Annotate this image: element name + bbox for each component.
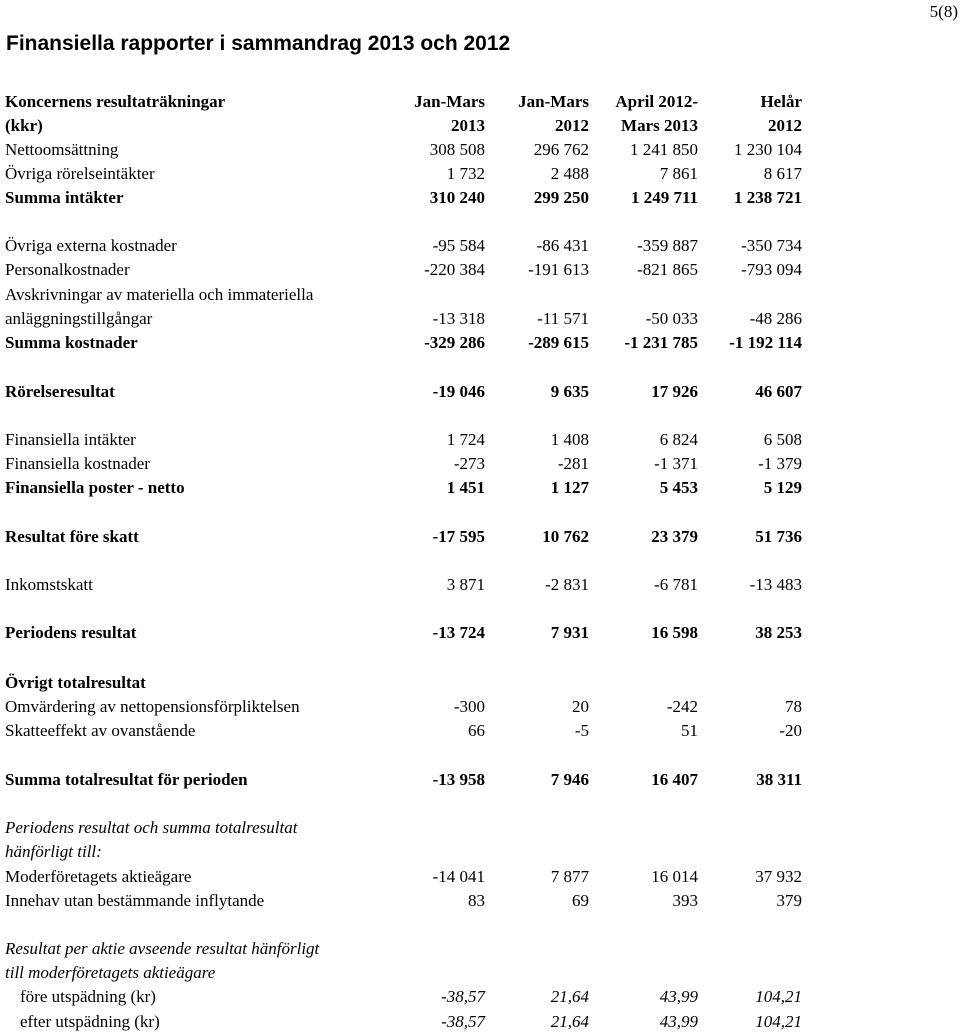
cell-value: 3 871 <box>446 575 485 594</box>
cell-value: 66 <box>468 721 485 740</box>
cell-value: 6 508 <box>763 430 802 449</box>
cell-value: Jan-Mars <box>518 92 589 111</box>
cell-value: -48 286 <box>749 309 802 328</box>
row-label: Resultat per aktie avseende resultat hänförligt <box>5 939 320 958</box>
table-row <box>0 90 960 114</box>
table-row <box>0 258 960 282</box>
table-row <box>0 985 960 1009</box>
row-label: Resultat före skatt <box>5 527 139 546</box>
cell-value: -17 595 <box>432 527 485 546</box>
row-label: Övriga rörelseintäkter <box>5 164 155 183</box>
cell-value: 310 240 <box>429 188 485 207</box>
cell-value: 2013 <box>451 116 485 135</box>
cell-value: 104,21 <box>755 1012 802 1031</box>
cell-value: 43,99 <box>659 1012 698 1031</box>
cell-value: -1 371 <box>654 454 698 473</box>
table-row <box>0 114 960 138</box>
cell-value: -281 <box>557 454 589 473</box>
cell-value: 1 241 850 <box>630 140 698 159</box>
row-label: Koncernens resultaträkningar <box>5 92 226 111</box>
cell-value: 1 408 <box>550 430 589 449</box>
cell-value: -6 781 <box>654 575 698 594</box>
cell-value: -14 041 <box>432 867 485 886</box>
cell-value: 21,64 <box>550 987 589 1006</box>
table-row <box>0 573 960 597</box>
cell-value: 17 926 <box>651 382 698 401</box>
cell-value: 20 <box>572 697 589 716</box>
cell-value: -1 231 785 <box>624 333 698 352</box>
cell-value: 393 <box>672 891 698 910</box>
cell-value: 5 453 <box>659 478 698 497</box>
row-label: Innehav utan bestämmande inflytande <box>5 891 265 910</box>
cell-value: 83 <box>468 891 485 910</box>
cell-value: -86 431 <box>536 236 589 255</box>
cell-value: 38 253 <box>755 623 802 642</box>
cell-value: 7 877 <box>550 867 589 886</box>
cell-value: 1 732 <box>446 164 485 183</box>
cell-value: 9 635 <box>550 382 589 401</box>
cell-value: 296 762 <box>533 140 589 159</box>
table-row <box>0 452 960 476</box>
cell-value: Jan-Mars <box>414 92 485 111</box>
table-row <box>0 331 960 355</box>
row-label: före utspädning (kr) <box>20 987 156 1006</box>
cell-value: -19 046 <box>432 382 485 401</box>
table-row <box>0 476 960 500</box>
page-number: 5(8) <box>929 2 958 21</box>
row-label: Nettoomsättning <box>5 140 119 159</box>
cell-value: -273 <box>453 454 485 473</box>
cell-value: 10 762 <box>542 527 589 546</box>
table-row <box>0 525 960 549</box>
cell-value: 1 127 <box>550 478 589 497</box>
cell-value: 16 014 <box>651 867 698 886</box>
row-label: Avskrivningar av materiella och immateriella <box>5 285 314 304</box>
row-label: Summa intäkter <box>5 188 124 207</box>
cell-value: 1 451 <box>446 478 485 497</box>
cell-value: 7 946 <box>550 770 589 789</box>
cell-value: 5 129 <box>763 478 802 497</box>
cell-value: -220 384 <box>424 260 485 279</box>
cell-value: 8 617 <box>763 164 802 183</box>
row-label: hänförligt till: <box>5 842 102 861</box>
cell-value: -329 286 <box>424 333 485 352</box>
table-row <box>0 380 960 404</box>
table-row <box>0 695 960 719</box>
table-row <box>0 283 960 307</box>
table-row <box>0 865 960 889</box>
cell-value: 16 598 <box>651 623 698 642</box>
cell-value: -1 379 <box>758 454 802 473</box>
row-label: Moderföretagets aktieägare <box>5 867 192 886</box>
cell-value: -13 958 <box>432 770 485 789</box>
table-row <box>0 138 960 162</box>
cell-value: 1 230 104 <box>734 140 802 159</box>
row-label: Finansiella kostnader <box>5 454 150 473</box>
table-row <box>0 428 960 452</box>
table-row <box>0 768 960 792</box>
row-label: (kkr) <box>5 116 43 135</box>
cell-value: -242 <box>666 697 698 716</box>
row-label: Summa kostnader <box>5 333 138 352</box>
table-row <box>0 816 960 840</box>
row-label: Omvärdering av nettopensionsförpliktelsen <box>5 697 300 716</box>
cell-value: 51 736 <box>755 527 802 546</box>
table-row <box>0 1010 960 1034</box>
cell-value: Mars 2013 <box>621 116 698 135</box>
cell-value: -793 094 <box>741 260 802 279</box>
cell-value: 379 <box>776 891 802 910</box>
row-label: Periodens resultat <box>5 623 137 642</box>
cell-value: 104,21 <box>755 987 802 1006</box>
table-row <box>0 937 960 961</box>
cell-value: -289 615 <box>528 333 589 352</box>
row-label: efter utspädning (kr) <box>20 1012 160 1031</box>
cell-value: -13 724 <box>432 623 485 642</box>
page-title: Finansiella rapporter i sammandrag 2013 och 2012 <box>6 32 511 55</box>
cell-value: -95 584 <box>432 236 485 255</box>
cell-value: -11 571 <box>537 309 589 328</box>
table-row <box>0 234 960 258</box>
cell-value: 1 238 721 <box>734 188 802 207</box>
cell-value: 38 311 <box>756 770 802 789</box>
cell-value: -50 033 <box>645 309 698 328</box>
cell-value: 7 861 <box>659 164 698 183</box>
table-row <box>0 961 960 985</box>
row-label: Periodens resultat och summa totalresultat <box>5 818 298 837</box>
cell-value: -359 887 <box>637 236 698 255</box>
cell-value: 1 724 <box>446 430 485 449</box>
table-row <box>0 840 960 864</box>
cell-value: 299 250 <box>533 188 589 207</box>
row-label: Finansiella intäkter <box>5 430 136 449</box>
cell-value: 6 824 <box>659 430 698 449</box>
cell-value: 51 <box>681 721 698 740</box>
cell-value: -38,57 <box>441 987 485 1006</box>
cell-value: -5 <box>574 721 589 740</box>
cell-value: -13 483 <box>749 575 802 594</box>
cell-value: 16 407 <box>651 770 698 789</box>
table-row <box>0 162 960 186</box>
row-label: anläggningstillgångar <box>5 309 153 328</box>
cell-value: 78 <box>785 697 802 716</box>
table-row <box>0 307 960 331</box>
table-row <box>0 719 960 743</box>
row-label: till moderföretagets aktieägare <box>5 963 216 982</box>
cell-value: -20 <box>779 721 802 740</box>
cell-value: 46 607 <box>755 382 802 401</box>
cell-value: -821 865 <box>637 260 698 279</box>
cell-value: 37 932 <box>755 867 802 886</box>
cell-value: 2012 <box>768 116 802 135</box>
cell-value: -191 613 <box>528 260 589 279</box>
row-label: Summa totalresultat för perioden <box>5 770 248 789</box>
table-row <box>0 186 960 210</box>
cell-value: Helår <box>760 92 802 111</box>
row-label: Övriga externa kostnader <box>5 236 177 255</box>
table-row <box>0 671 960 695</box>
cell-value: -300 <box>453 697 485 716</box>
cell-value: 7 931 <box>550 623 589 642</box>
cell-value: 21,64 <box>550 1012 589 1031</box>
cell-value: 69 <box>572 891 589 910</box>
table-row <box>0 621 960 645</box>
row-label: Finansiella poster - netto <box>5 478 185 497</box>
cell-value: -1 192 114 <box>729 333 802 352</box>
table-row <box>0 889 960 913</box>
cell-value: 2012 <box>555 116 589 135</box>
cell-value: 2 488 <box>550 164 589 183</box>
cell-value: 308 508 <box>429 140 485 159</box>
row-label: Skatteeffekt av ovanstående <box>5 721 196 740</box>
row-label: Personalkostnader <box>5 260 130 279</box>
cell-value: April 2012- <box>615 92 698 111</box>
cell-value: 1 249 711 <box>630 188 698 207</box>
cell-value: 43,99 <box>659 987 698 1006</box>
cell-value: -38,57 <box>441 1012 485 1031</box>
cell-value: 23 379 <box>651 527 698 546</box>
row-label: Övrigt totalresultat <box>5 673 146 692</box>
row-label: Inkomstskatt <box>5 575 93 594</box>
cell-value: -13 318 <box>432 309 485 328</box>
row-label: Rörelseresultat <box>5 382 115 401</box>
cell-value: -350 734 <box>741 236 802 255</box>
cell-value: -2 831 <box>545 575 589 594</box>
